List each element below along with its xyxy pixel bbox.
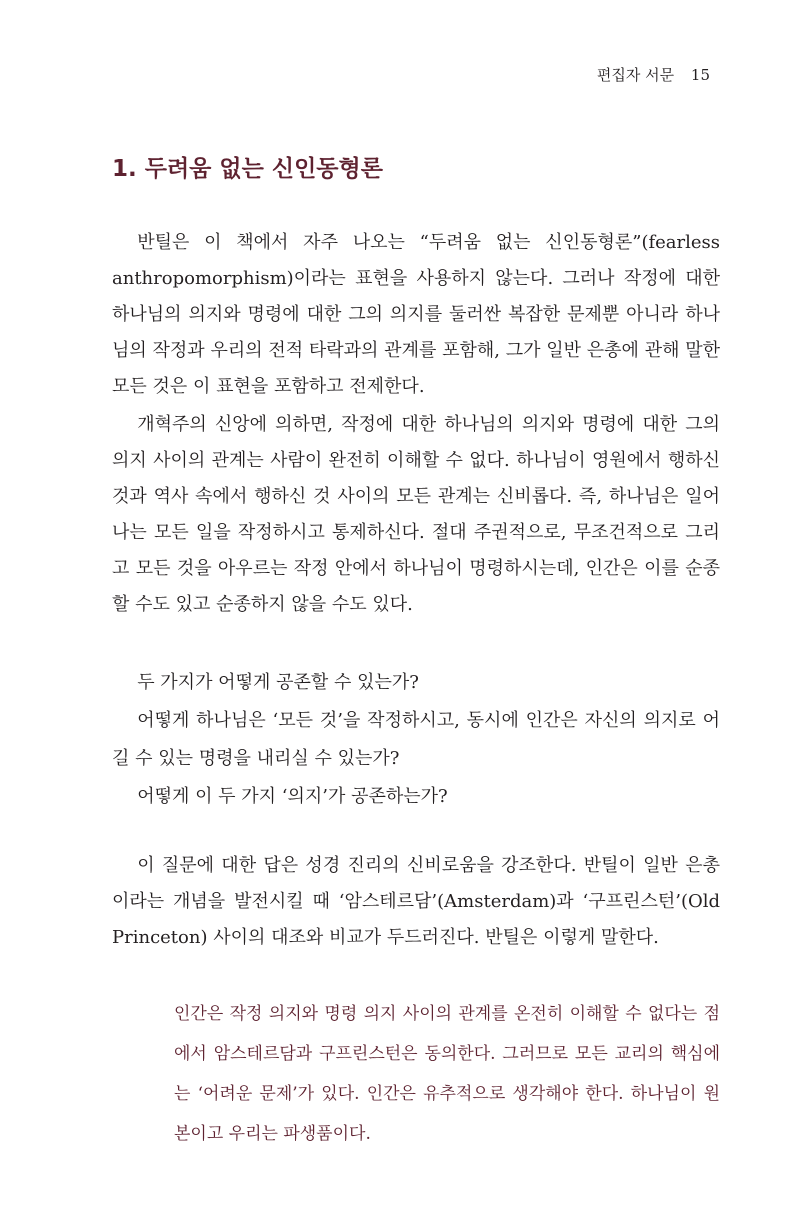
paragraph-2: [112, 407, 720, 623]
page-number: 15: [690, 66, 710, 84]
section-title: 1. 두려움 없는 신인동형론: [112, 156, 383, 182]
block-quote: 인간은 작정 의지와 명령 의지 사이의 관계를 온전히 이해할 수 없다는 점에서 암스테르담과 구프린스턴은 동의한다. 그러므로 모든 교리의 핵심에는 ‘어려운 문제’가 있다. 인간은 유추적으로 생각해야 한다. 하나님이 원본이고 우리는 파생품이다.: [174, 1004, 720, 1144]
question-3: 어떻게 이 두 가지 ‘의지’가 공존하는가?: [137, 786, 448, 807]
paragraph-2-text: 개혁주의 신앙에 의하면, 작정에 대한 하나님의 의지와 명령에 대한 그의 의지 사이의 관계는 사람이 완전히 이해할 수 없다. 하나님이 영원에서 행하신 것과 역사 속에서 행하신 것 사이의 모든 관계는 신비롭다. 즉, 하나님은 일어나는 모든 일을 작정하시고 통제하신다. 절대 주권적으로, 무조건적으로 그리고 모든 것을 아우르는 작정 안에서 하나님이 명령하시는데, 인간은 이를 순종할 수도 있고 순종하지 않을 수도 있다.: [112, 414, 720, 615]
running-head: [597, 64, 710, 85]
paragraph-1-text: 반틸은 이 책에서 자주 나오는 “두려움 없는 신인동형론”(fearless anthropomorphism)이라는 표현을 사용하지 않는다. 그러나 작정에 대한 하나님의 의지와 명령에 대한 그의 의지를 둘러싼 복잡한 문제뿐 아니라 하나님의 작정과 우리의 전적 타락과의 관계를 포함해, 그가 일반 은총에 관해 말한 모든 것은 이 표현을 포함하고 전제한다.: [112, 232, 720, 397]
paragraph-3-text: 이 질문에 대한 답은 성경 진리의 신비로움을 강조한다. 반틸이 일반 은총이라는 개념을 발전시킬 때 ‘암스테르담’(Amsterdam)과 ‘구프린스턴’(Old Princeton) 사이의 대조와 비교가 두드러진다. 반틸은 이렇게 말한다.: [112, 855, 720, 948]
question-block: [112, 664, 720, 816]
question-1: 두 가지가 어떻게 공존할 수 있는가?: [137, 672, 419, 693]
running-head-title: 편집자 서문: [596, 66, 675, 84]
paragraph-1: [112, 225, 720, 405]
question-2: 어떻게 하나님은 ‘모든 것’을 작정하시고, 동시에 인간은 자신의 의지로 어길 수 있는 명령을 내리실 수 있는가?: [112, 710, 720, 769]
paragraph-3: [112, 848, 720, 956]
